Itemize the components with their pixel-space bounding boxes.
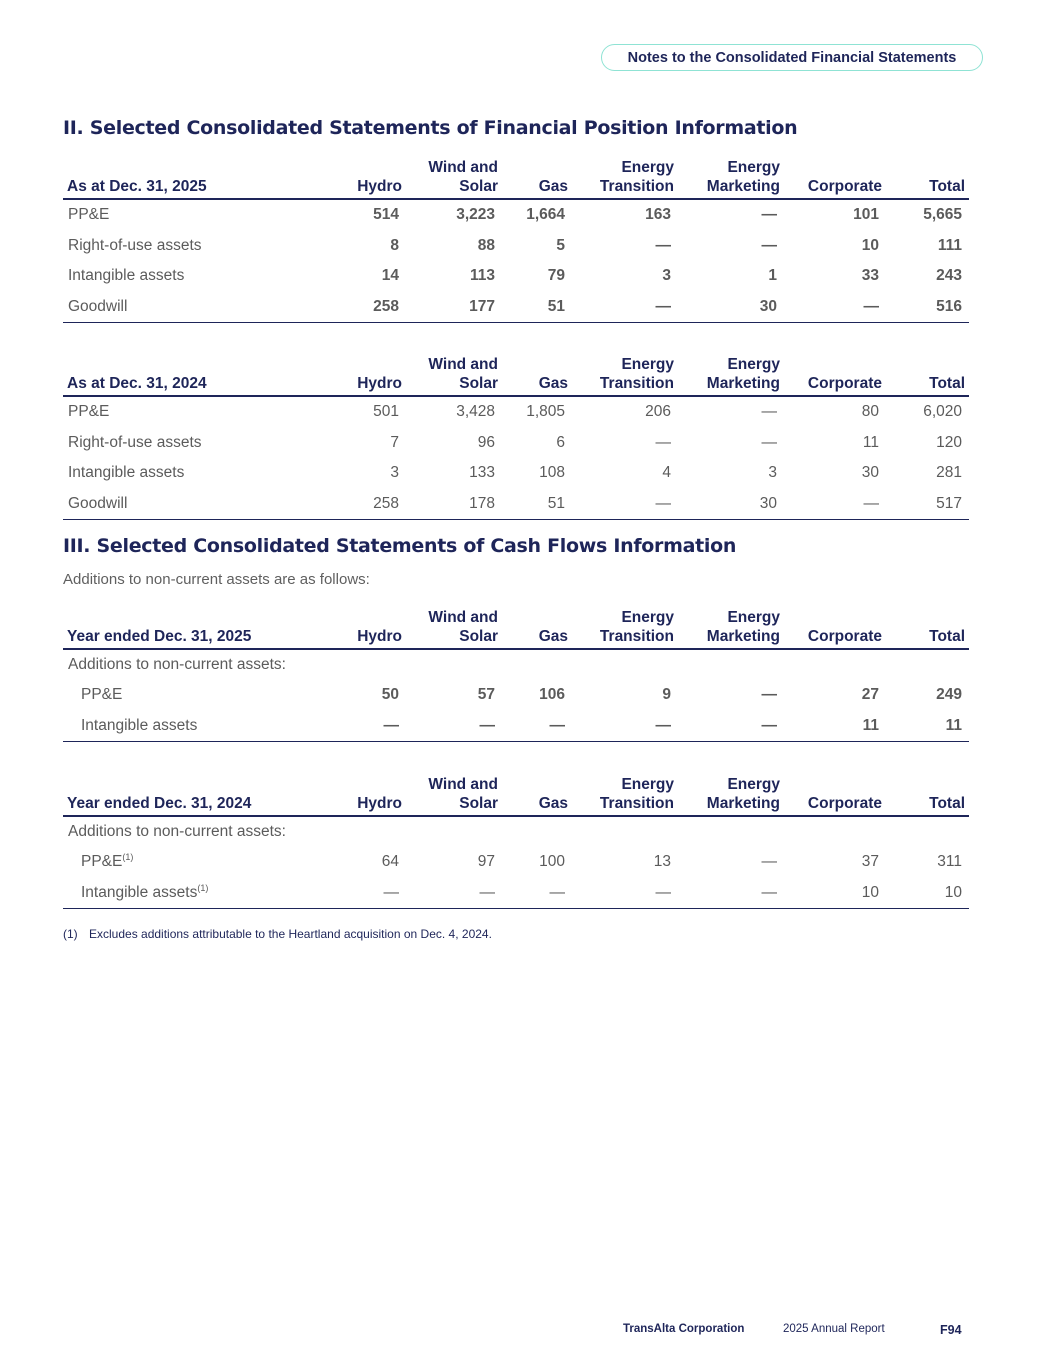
cell: —	[572, 878, 678, 909]
footnote-text: Excludes additions attributable to the Heartland acquisition on Dec. 4, 2024.	[89, 927, 492, 941]
table-row	[63, 199, 969, 231]
table-row	[63, 428, 969, 459]
footnote	[63, 927, 492, 941]
cell: —	[502, 878, 572, 909]
cell: 108	[539, 464, 565, 482]
cell: 249	[936, 686, 962, 704]
cell: —	[761, 403, 777, 421]
cell: 30	[678, 489, 784, 520]
cell: 11	[886, 711, 969, 742]
financial-position-table-2025	[63, 158, 969, 323]
column-header: Energy Transition	[572, 608, 678, 649]
cell: 57	[477, 686, 495, 704]
cell: 3	[390, 464, 399, 482]
column-header: Gas	[502, 158, 572, 199]
cell: 258	[349, 292, 406, 323]
table-row	[63, 489, 969, 520]
row-label: Intangible assets	[63, 711, 349, 742]
column-header: Hydro	[349, 775, 406, 816]
cell: 113	[469, 267, 495, 285]
column-header: Energy Marketing	[678, 608, 784, 649]
column-header: Hydro	[349, 158, 406, 199]
cell: 281	[936, 464, 962, 482]
cell: —	[406, 711, 502, 742]
footnote-mark: (1)	[63, 927, 78, 941]
cell: 1,664	[526, 206, 565, 224]
cell: —	[572, 711, 678, 742]
table-header-row	[63, 775, 969, 816]
cell: —	[349, 711, 406, 742]
cell: 64	[381, 853, 399, 871]
row-label-text: PP&E	[81, 853, 123, 871]
cell: 133	[469, 464, 495, 482]
cell: 6	[556, 433, 565, 451]
cell: 79	[547, 267, 565, 285]
column-header: Corporate	[784, 355, 886, 396]
cell: 97	[477, 853, 495, 871]
column-header: Energy Transition	[572, 355, 678, 396]
cell: 178	[406, 489, 502, 520]
cell: 96	[477, 433, 495, 451]
cell: 5	[556, 236, 565, 254]
column-header: Energy Transition	[572, 775, 678, 816]
column-header: Corporate	[784, 608, 886, 649]
column-header: Total	[886, 608, 969, 649]
cell: 51	[502, 292, 572, 323]
table-row	[63, 396, 969, 428]
cell: 5,665	[923, 206, 962, 224]
cell: 88	[477, 236, 495, 254]
cell: 258	[349, 489, 406, 520]
cell: 163	[645, 206, 671, 224]
footnote-ref: (1)	[122, 852, 134, 863]
column-header: Energy Marketing	[678, 158, 784, 199]
table-row	[63, 261, 969, 292]
cell: —	[655, 433, 671, 451]
column-header: As at Dec. 31, 2024	[63, 355, 349, 396]
footer-company: TransAlta Corporation	[623, 1323, 745, 1335]
table-row	[63, 878, 969, 909]
footer-report: 2025 Annual Report	[783, 1323, 885, 1335]
table-header-row	[63, 355, 969, 396]
column-header: Total	[886, 355, 969, 396]
column-header: Corporate	[784, 775, 886, 816]
footnote-ref: (1)	[197, 882, 209, 893]
row-label: Goodwill	[63, 292, 349, 323]
cell: 8	[390, 236, 399, 254]
table-row	[63, 711, 969, 742]
column-header: Gas	[502, 355, 572, 396]
cell: —	[678, 878, 784, 909]
additions-table-2025	[63, 608, 969, 742]
column-header: Total	[886, 158, 969, 199]
cell: 3,223	[456, 206, 495, 224]
cell: —	[572, 292, 678, 323]
cell: 516	[886, 292, 969, 323]
cell: 13	[653, 853, 671, 871]
section-title-financial-position: II. Selected Consolidated Statements of Financial Position Information	[63, 117, 798, 139]
column-header: Total	[886, 775, 969, 816]
cell: 120	[936, 433, 962, 451]
cell: 30	[678, 292, 784, 323]
page-number: F94	[940, 1323, 962, 1337]
cell: —	[761, 433, 777, 451]
column-header: As at Dec. 31, 2025	[63, 158, 349, 199]
table-row	[63, 458, 969, 489]
cell: 10	[861, 236, 879, 254]
row-label	[63, 847, 349, 878]
column-header: Gas	[502, 775, 572, 816]
cell: 11	[862, 433, 879, 451]
column-header: Hydro	[349, 355, 406, 396]
cell: 111	[937, 236, 962, 254]
cell: —	[761, 853, 777, 871]
column-header: Wind and Solar	[406, 355, 502, 396]
cell: 7	[390, 433, 399, 451]
cell: —	[761, 206, 777, 224]
cell: 10	[784, 878, 886, 909]
column-header: Energy Marketing	[678, 775, 784, 816]
table-header-row	[63, 158, 969, 199]
cell: 3	[768, 464, 777, 482]
cell: —	[502, 711, 572, 742]
cell: 100	[539, 853, 565, 871]
column-header: Energy Transition	[572, 158, 678, 199]
cell: 177	[406, 292, 502, 323]
cash-flows-intro: Additions to non-current assets are as follows:	[63, 571, 370, 588]
cell: 243	[936, 267, 962, 285]
cell: —	[406, 878, 502, 909]
subheading: Additions to non-current assets:	[68, 656, 286, 673]
row-label: Right-of-use assets	[68, 433, 202, 451]
cell: 14	[381, 267, 399, 285]
cell: 27	[861, 686, 879, 704]
column-header: Energy Marketing	[678, 355, 784, 396]
column-header: Hydro	[349, 608, 406, 649]
cell: —	[761, 236, 777, 254]
cell: 206	[645, 403, 671, 421]
cell: —	[572, 489, 678, 520]
cell: 9	[662, 686, 671, 704]
cell: —	[784, 489, 886, 520]
cell: 1	[768, 267, 777, 285]
cell: 37	[861, 853, 879, 871]
column-header: Wind and Solar	[406, 775, 502, 816]
cell: —	[784, 292, 886, 323]
additions-table-2024	[63, 775, 969, 909]
row-label: Intangible assets	[68, 464, 185, 482]
table-row	[63, 231, 969, 262]
row-label: Goodwill	[63, 489, 349, 520]
table-row	[63, 847, 969, 878]
cell: 514	[373, 206, 399, 224]
financial-position-table-2024	[63, 355, 969, 520]
cell: 501	[373, 403, 399, 421]
column-header: Wind and Solar	[406, 608, 502, 649]
row-label: PP&E	[68, 206, 110, 224]
cell: 3,428	[456, 403, 495, 421]
column-header: Year ended Dec. 31, 2024	[63, 775, 349, 816]
table-subheading-row	[63, 816, 969, 847]
row-label: Intangible assets	[68, 267, 185, 285]
cell: 30	[861, 464, 879, 482]
column-header: Wind and Solar	[406, 158, 502, 199]
cell: 101	[853, 206, 879, 224]
cell: 106	[539, 686, 565, 704]
row-label-text: Intangible assets	[81, 883, 198, 901]
column-header: Gas	[502, 608, 572, 649]
cell: 517	[886, 489, 969, 520]
column-header: Corporate	[784, 158, 886, 199]
cell: —	[655, 236, 671, 254]
subheading: Additions to non-current assets:	[68, 823, 286, 840]
cell: 80	[861, 403, 879, 421]
cell: 11	[784, 711, 886, 742]
cell: 311	[937, 853, 962, 871]
cell: —	[761, 686, 777, 704]
section-header-label: Notes to the Consolidated Financial Statements	[627, 49, 957, 66]
cell: —	[678, 711, 784, 742]
column-header: Year ended Dec. 31, 2025	[63, 608, 349, 649]
cell: 10	[886, 878, 969, 909]
table-subheading-row	[63, 649, 969, 680]
cell: 33	[861, 267, 879, 285]
row-label	[63, 878, 349, 909]
cell: 6,020	[923, 403, 962, 421]
cell: 51	[502, 489, 572, 520]
section-title-cash-flows: III. Selected Consolidated Statements of Cash Flows Information	[63, 535, 737, 557]
table-row	[63, 292, 969, 323]
cell: 50	[381, 686, 399, 704]
row-label: PP&E	[81, 686, 123, 704]
row-label: PP&E	[68, 403, 110, 421]
table-row	[63, 680, 969, 711]
cell: 1,805	[526, 403, 565, 421]
cell: —	[349, 878, 406, 909]
section-header-pill	[601, 44, 983, 71]
table-header-row	[63, 608, 969, 649]
cell: 3	[662, 267, 671, 285]
row-label: Right-of-use assets	[68, 236, 202, 254]
cell: 4	[662, 464, 671, 482]
